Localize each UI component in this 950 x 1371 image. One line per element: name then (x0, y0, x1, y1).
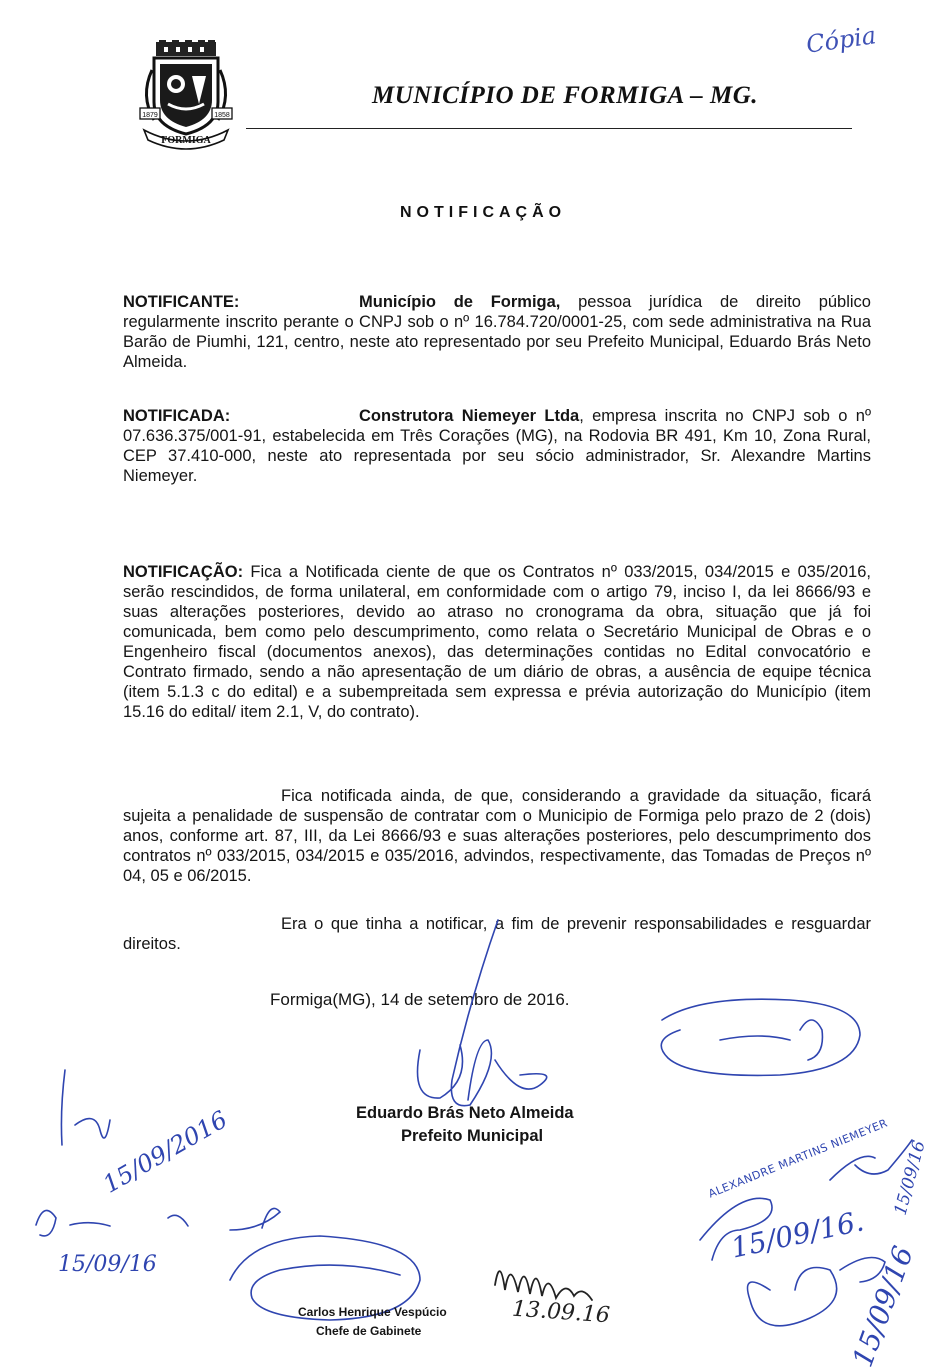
left-middle-signature (36, 1208, 280, 1236)
left-top-signature (61, 1070, 110, 1145)
notificante-label: NOTIFICANTE: (123, 293, 240, 311)
crest-year-right: 1858 (214, 112, 230, 119)
notificada-name: Construtora Niemeyer Ltda (359, 407, 580, 425)
notificante-text: pessoa jurídica de direito público regularmente inscrito perante o CNPJ sob o nº 16.784.720/0001-25, com sede administrativa na Rua Barão de Piumhi, 121, centro, neste ato representado por seu Prefeito Municipal, Eduardo Brás Neto Almeida. (123, 293, 871, 371)
document-title: NOTIFICAÇÃO (400, 204, 567, 221)
handwritten-date-right-edge: 15/09/16 (890, 1138, 930, 1218)
handwritten-date-right-middle: 15/09/16. (728, 1204, 867, 1265)
municipal-coat-of-arms (136, 40, 236, 150)
black-ink-signature (495, 1271, 592, 1300)
closing-paragraph (123, 914, 871, 954)
chief-of-staff-role: Chefe de Gabinete (316, 1324, 422, 1338)
handwritten-date-left-bottom: 15/09/16 (58, 1252, 157, 1277)
notificacao-label: NOTIFICAÇÃO: (123, 563, 244, 581)
chief-of-staff-name: Carlos Henrique Vespúcio (298, 1305, 447, 1319)
crest-ribbon-text: FORMIGA (161, 135, 211, 146)
header-divider (246, 128, 852, 129)
penalty-paragraph (123, 786, 871, 886)
copy-handwritten-mark: Cópia (804, 21, 878, 59)
notificacao-text: Fica a Notificada ciente de que os Contratos nº 033/2015, 034/2015 e 035/2016, serão rescindidos, de forma unilateral, em conformidade com o artigo 79, inciso I, da lei 8666/93 e suas alterações posteriores, devido ao atraso no cronograma da obra, situação que já foi comunicada, bem como pelo descumprimento, como relata o Secretário Municipal de Obras e o Engenheiro fiscal (documentos anexos), das determinações contidas no Edital convocatório e Contrato firmado, sendo a não apresentação de um diário de obras, a ausência de equipe técnica (item 5.1.3 c do edital) e a subempreitada sem expressa e prévia autorização do Município (item 15.16 do edital/ item 2.1, V, do contrato). (123, 563, 871, 721)
closing-text: Era o que tinha a notificar, a fim de prevenir responsabilidades e resguardar direitos. (123, 915, 871, 953)
signatory-role: Prefeito Municipal (401, 1127, 544, 1145)
notificada-text: , empresa inscrita no CNPJ sob o nº 07.636.375/001-91, estabelecida em Três Corações (MG), na Rodovia BR 491, Km 10, Zona Rural, CEP 37.410-000, neste ato representada por seu sócio administrador, Sr. Alexandre Martins Niemeyer. (123, 407, 871, 485)
handwritten-name-note: ALEXANDRE MARTINS NIEMEYER (706, 1116, 890, 1201)
municipality-title: MUNICÍPIO DE FORMIGA – MG. (372, 82, 758, 109)
crest-year-left: 1879 (142, 112, 158, 119)
handwritten-date-center: 13.09.16 (511, 1296, 611, 1329)
notificada-paragraph (123, 406, 871, 486)
handwritten-date-left-top: 15/09/2016 (98, 1105, 233, 1199)
handwritten-date-right-bottom: 15/09/16 (845, 1241, 920, 1371)
notificante-paragraph (123, 292, 871, 372)
notificante-name: Município de Formiga, (359, 293, 561, 311)
notificacao-paragraph (123, 562, 871, 722)
notificada-label: NOTIFICADA: (123, 407, 231, 425)
signatory-name: Eduardo Brás Neto Almeida (356, 1104, 574, 1122)
penalty-text: Fica notificada ainda, de que, considerando a gravidade da situação, ficará sujeita a penalidade de suspensão de contratar com o Municipio de Formiga pelo prazo de 2 (dois) anos, conforme art. 87, III, da Lei 8666/93 e suas alterações posteriores, pelo descumprimento dos contratos nº 033/2015, 034/2015 e 035/2016, advindos, respectivamente, das Tomadas de Preços nº 04, 05 e 06/2015. (123, 787, 871, 885)
right-top-signature (661, 999, 860, 1075)
place-and-date: Formiga(MG), 14 de setembro de 2016. (270, 990, 570, 1009)
